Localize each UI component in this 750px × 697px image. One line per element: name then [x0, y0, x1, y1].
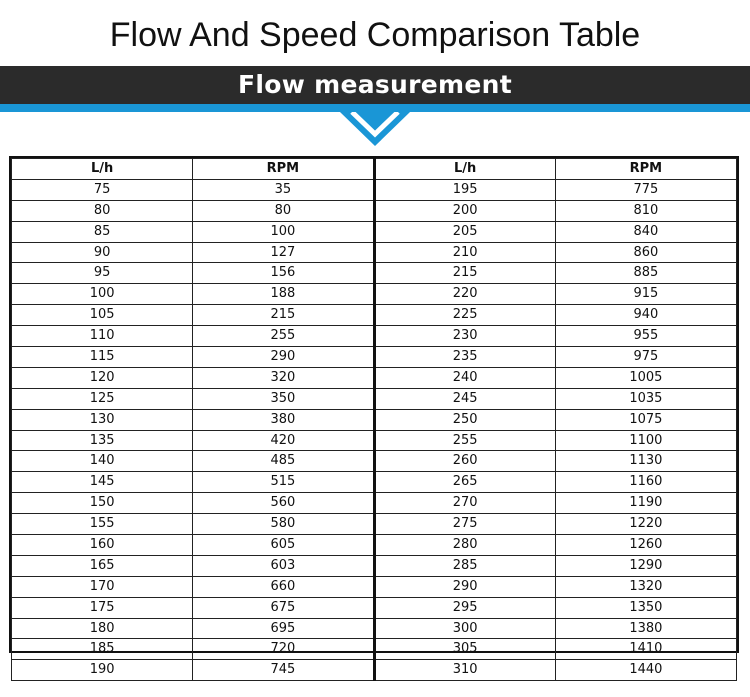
table-row [12, 451, 737, 472]
cell-rpm: 1130 [555, 451, 736, 472]
cell-rpm: 720 [193, 639, 374, 660]
cell-flow: 195 [374, 179, 555, 200]
table-row [12, 326, 737, 347]
cell-rpm: 320 [193, 367, 374, 388]
cell-flow: 160 [12, 535, 193, 556]
cell-rpm: 1035 [555, 388, 736, 409]
table-row [12, 367, 737, 388]
table-row [12, 660, 737, 681]
table-row [12, 514, 737, 535]
table-row [12, 284, 737, 305]
cell-rpm: 1190 [555, 493, 736, 514]
cell-flow: 150 [12, 493, 193, 514]
cell-rpm: 350 [193, 388, 374, 409]
table-row [12, 388, 737, 409]
table-body [12, 179, 737, 680]
table-row [12, 347, 737, 368]
cell-flow: 250 [374, 409, 555, 430]
cell-rpm: 1350 [555, 597, 736, 618]
cell-flow: 75 [12, 179, 193, 200]
banner-title: Flow measurement [237, 70, 512, 99]
cell-flow: 120 [12, 367, 193, 388]
cell-flow: 225 [374, 305, 555, 326]
comparison-table [11, 158, 737, 681]
cell-flow: 275 [374, 514, 555, 535]
cell-flow: 190 [12, 660, 193, 681]
cell-flow: 110 [12, 326, 193, 347]
cell-rpm: 485 [193, 451, 374, 472]
cell-rpm: 775 [555, 179, 736, 200]
table-row [12, 576, 737, 597]
cell-flow: 165 [12, 555, 193, 576]
cell-flow: 265 [374, 472, 555, 493]
cell-flow: 145 [12, 472, 193, 493]
section-banner [0, 66, 750, 104]
cell-rpm: 915 [555, 284, 736, 305]
cell-rpm: 188 [193, 284, 374, 305]
cell-flow: 280 [374, 535, 555, 556]
chevron-down-icon [340, 112, 410, 146]
cell-rpm: 603 [193, 555, 374, 576]
cell-flow: 255 [374, 430, 555, 451]
cell-flow: 105 [12, 305, 193, 326]
cell-rpm: 580 [193, 514, 374, 535]
cell-rpm: 860 [555, 242, 736, 263]
cell-flow: 90 [12, 242, 193, 263]
cell-flow: 200 [374, 200, 555, 221]
comparison-table-frame [9, 156, 739, 678]
cell-flow: 80 [12, 200, 193, 221]
cell-rpm: 1320 [555, 576, 736, 597]
cell-rpm: 660 [193, 576, 374, 597]
header-rpm-right: RPM [555, 159, 736, 180]
header-flow-right: L/h [374, 159, 555, 180]
cell-flow: 295 [374, 597, 555, 618]
cell-flow: 205 [374, 221, 555, 242]
table-row [12, 493, 737, 514]
cell-flow: 175 [12, 597, 193, 618]
cell-rpm: 745 [193, 660, 374, 681]
cell-flow: 155 [12, 514, 193, 535]
table-row [12, 555, 737, 576]
table-row [12, 179, 737, 200]
cell-rpm: 35 [193, 179, 374, 200]
table-row [12, 618, 737, 639]
cell-rpm: 1100 [555, 430, 736, 451]
cell-rpm: 605 [193, 535, 374, 556]
cell-rpm: 1410 [555, 639, 736, 660]
cell-rpm: 1380 [555, 618, 736, 639]
page-title: Flow And Speed Comparison Table [109, 16, 641, 54]
cell-rpm: 1220 [555, 514, 736, 535]
cell-flow: 270 [374, 493, 555, 514]
header-flow-left: L/h [12, 159, 193, 180]
cell-rpm: 156 [193, 263, 374, 284]
cell-flow: 180 [12, 618, 193, 639]
cell-rpm: 80 [193, 200, 374, 221]
cell-flow: 100 [12, 284, 193, 305]
table-row [12, 409, 737, 430]
cell-rpm: 1260 [555, 535, 736, 556]
cell-rpm: 100 [193, 221, 374, 242]
cell-rpm: 975 [555, 347, 736, 368]
cell-rpm: 215 [193, 305, 374, 326]
cell-flow: 240 [374, 367, 555, 388]
cell-rpm: 515 [193, 472, 374, 493]
cell-rpm: 840 [555, 221, 736, 242]
cell-flow: 140 [12, 451, 193, 472]
cell-flow: 235 [374, 347, 555, 368]
table-header-row [12, 159, 737, 180]
cell-rpm: 560 [193, 493, 374, 514]
table-row [12, 242, 737, 263]
cell-rpm: 810 [555, 200, 736, 221]
cell-rpm: 675 [193, 597, 374, 618]
table-row [12, 221, 737, 242]
cell-rpm: 1440 [555, 660, 736, 681]
table-row [12, 472, 737, 493]
table-row [12, 200, 737, 221]
header-rpm-left: RPM [193, 159, 374, 180]
banner-accent-stripe [0, 104, 750, 112]
cell-flow: 290 [374, 576, 555, 597]
cell-flow: 310 [374, 660, 555, 681]
cell-rpm: 380 [193, 409, 374, 430]
cell-rpm: 955 [555, 326, 736, 347]
cell-rpm: 885 [555, 263, 736, 284]
cell-flow: 135 [12, 430, 193, 451]
table-row [12, 430, 737, 451]
table-row [12, 597, 737, 618]
cell-flow: 115 [12, 347, 193, 368]
cell-rpm: 1005 [555, 367, 736, 388]
cell-flow: 170 [12, 576, 193, 597]
cell-rpm: 290 [193, 347, 374, 368]
cell-rpm: 1075 [555, 409, 736, 430]
table-row [12, 535, 737, 556]
cell-flow: 215 [374, 263, 555, 284]
cell-flow: 95 [12, 263, 193, 284]
cell-flow: 285 [374, 555, 555, 576]
cell-rpm: 1160 [555, 472, 736, 493]
cell-rpm: 255 [193, 326, 374, 347]
cell-flow: 130 [12, 409, 193, 430]
cell-flow: 300 [374, 618, 555, 639]
cell-rpm: 940 [555, 305, 736, 326]
cell-rpm: 1290 [555, 555, 736, 576]
cell-flow: 220 [374, 284, 555, 305]
cell-flow: 260 [374, 451, 555, 472]
cell-flow: 245 [374, 388, 555, 409]
cell-flow: 230 [374, 326, 555, 347]
table-row [12, 263, 737, 284]
table-row [12, 305, 737, 326]
table-row [12, 639, 737, 660]
cell-rpm: 127 [193, 242, 374, 263]
cell-flow: 305 [374, 639, 555, 660]
cell-flow: 85 [12, 221, 193, 242]
cell-flow: 210 [374, 242, 555, 263]
cell-rpm: 695 [193, 618, 374, 639]
cell-flow: 125 [12, 388, 193, 409]
cell-flow: 185 [12, 639, 193, 660]
cell-rpm: 420 [193, 430, 374, 451]
